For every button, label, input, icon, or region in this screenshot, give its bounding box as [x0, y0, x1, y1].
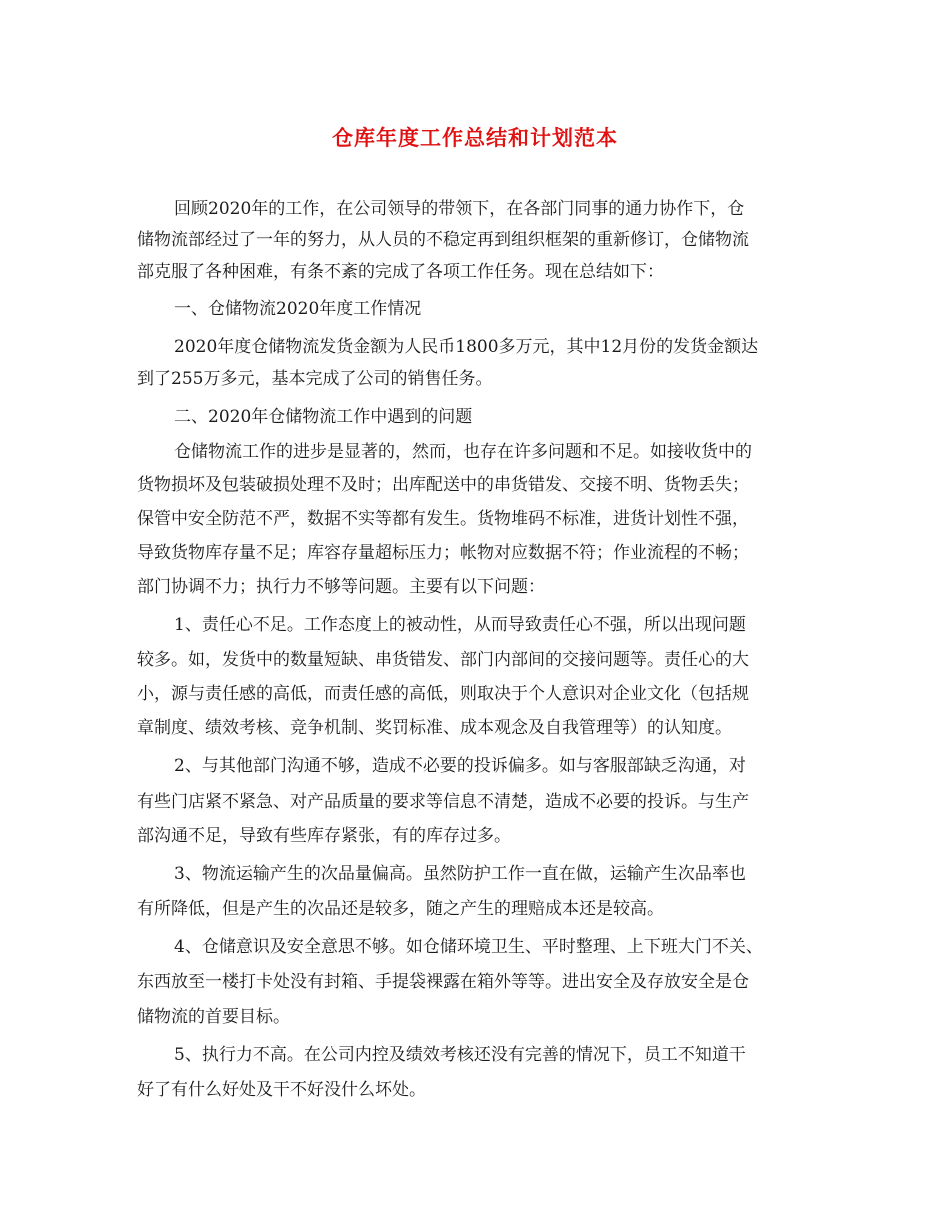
document-title: 仓库年度工作总结和计划范本 [332, 125, 618, 150]
paragraph-line: 回顾2020年的工作，在公司领导的带领下，在各部门同事的通力协作下，仓 [174, 199, 745, 219]
paragraph-line: 好了有什么好处及干不好没什么坏处。 [137, 1080, 426, 1100]
paragraph-line: 2020年度仓储物流发货金额为人民币1800多万元，其中12月份的发货金额达 [174, 337, 759, 357]
section-heading: 二、2020年仓储物流工作中遇到的问题 [174, 407, 473, 427]
paragraph-line: 导致货物库存量不足；库容存量超标压力；帐物对应数据不符；作业流程的不畅； [137, 543, 749, 563]
paragraph-line: 部沟通不足，导致有些库存紧张，有的库存过多。 [137, 826, 511, 846]
paragraph-line: 较多。如，发货中的数量短缺、串货错发、部门内部间的交接问题等。责任心的大 [137, 650, 749, 670]
paragraph-line: 有些门店紧不紧急、对产品质量的要求等信息不清楚，造成不必要的投诉。与生产 [137, 792, 749, 812]
paragraph-line: 章制度、绩效考核、竞争机制、奖罚标准、成本观念及自我管理等）的认知度。 [137, 718, 732, 738]
paragraph-line: 储物流部经过了一年的努力，从人员的不稳定再到组织框架的重新修订，仓储物流 [137, 230, 749, 250]
paragraph-line: 东西放至一楼打卡处没有封箱、手提袋裸露在箱外等等。进出安全及存放安全是仓 [137, 972, 749, 992]
list-item: 3、物流运输产生的次品量偏高。虽然防护工作一直在做，运输产生次品率也 [174, 864, 746, 884]
list-item: 2、与其他部门沟通不够，造成不必要的投诉偏多。如与客服部缺乏沟通，对 [174, 756, 746, 776]
paragraph-line: 有所降低，但是产生的次品还是较多，随之产生的理赔成本还是较高。 [137, 899, 664, 919]
list-item: 5、执行力不高。在公司内控及绩效考核还没有完善的情况下，员工不知道干 [174, 1045, 746, 1065]
paragraph-line: 部门协调不力；执行力不够等问题。主要有以下问题： [137, 577, 545, 597]
section-heading: 一、仓储物流2020年度工作情况 [174, 299, 422, 319]
paragraph-line: 储物流的首要目标。 [137, 1007, 290, 1027]
paragraph-line: 小，源与责任感的高低，而责任感的高低，则取决于个人意识对企业文化（包括规 [137, 684, 749, 704]
paragraph-line: 货物损坏及包装破损处理不及时；出库配送中的串货错发、交接不明、货物丢失； [137, 475, 749, 495]
paragraph-line: 保管中安全防范不严，数据不实等都有发生。货物堆码不标准，进货计划性不强， [137, 509, 749, 529]
list-item: 1、责任心不足。工作态度上的被动性，从而导致责任心不强，所以出现问题 [174, 615, 746, 635]
paragraph-line: 部克服了各种困难，有条不紊的完成了各项工作任务。现在总结如下： [137, 262, 664, 282]
paragraph-line: 仓储物流工作的进步是显著的，然而，也存在许多问题和不足。如接收货中的 [174, 442, 752, 462]
list-item: 4、仓储意识及安全意思不够。如仓储环境卫生、平时整理、上下班大门不关、 [174, 937, 763, 957]
paragraph-line: 到了255万多元，基本完成了公司的销售任务。 [137, 369, 493, 389]
